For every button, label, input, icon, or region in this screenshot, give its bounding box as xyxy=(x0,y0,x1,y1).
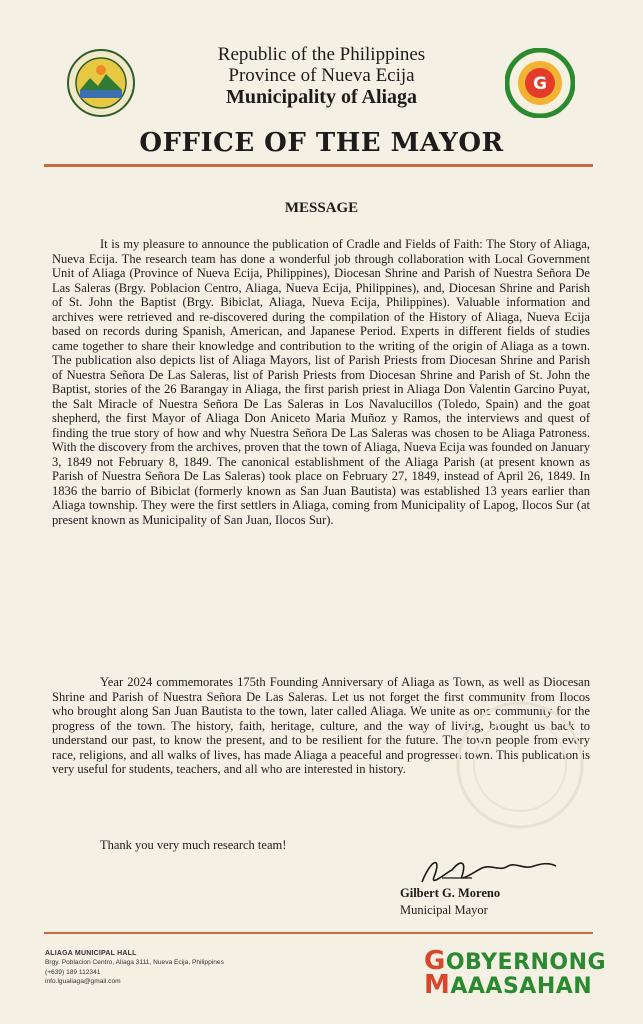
slogan-initial-m: M xyxy=(424,970,451,1000)
slogan-word-2: AAASAHAN xyxy=(450,974,593,999)
header-divider xyxy=(44,164,593,167)
message-paragraph-1: It is my pleasure to announce the publication of Cradle and Fields of Faith: The Story of Aliaga, Nueva Ecija. The research team has done a wonderful job through collaboration with Local Government Unit of Aliaga (Province of Nueva Ecija, Philippines), Diocesan Shrine and Parish of Nuestra Señora De Las Saleras (Brgy. Poblacion Centro, Aliaga, Nueva Ecija, Philippines), and, Diocesan Shrine and Parish of St. John the Baptist (Brgy. Bibiclat, Aliaga, Nueva Ecija, Philippines). Valuable information and archives were retrieved and re-discovered during the compilation of the History of Aliaga, Nueva Ecija based on records during Spanish, American, and Japanese Period. Experts in different fields of studies came together to share their knowledge and contribution to the writing of the origin of Aliaga as a town. The publication also depicts list of Aliaga Mayors, list of Parish Priests from Diocesan Shrine and Parish of Nuestra Señora De Las Saleras, list of Parish Priests from Diocesan Shrine and Parish of St. John the Baptist, stories of the 26 Barangay in Aliaga, the first parish priest in Aliaga Don Valentin Garcino Puyat, the Salt Miracle of Nuestra Señora De Las Saleras in Los Navalucillos (Toledo, Spain) and the goat shepherd, the first Mayor of Aliaga Don Aniceto Maria Muñoz y Ramos, the interviews and quest of finding the true story of how and why Nuestra Señora De Las Saleras was chosen to be Aliaga Patroness. With the discovery from the archives, proven that the town of Aliaga, Nueva Ecija was founded on January 3, 1849 not February 8, 1849. The canonical establishment of the Aliaga Parish (at present known as Parish of Nuestra Señora De Las Saleras) took place on February 27, 1849, instead of April 26, 1849. In 1836 the barrio of Bibiclat (formerly known as San Juan Bautista) was established 13 years earlier than Aliaga township. They were the first settlers in Aliaga, coming from Municipality of Lapog, Ilocos Sur (at present known as Municipality of San Juan, Ilocos Sur). xyxy=(52,237,590,527)
signatory xyxy=(400,886,500,918)
message-title: MESSAGE xyxy=(284,200,359,216)
slogan-logo xyxy=(424,946,607,1000)
header-province: Province of Nueva Ecija xyxy=(228,65,415,86)
maliwanag-aliaga-seal xyxy=(505,48,575,118)
footer-address: Brgy. Poblacion Centro, Aliaga 3111, Nueva Ecija, Philippines xyxy=(45,959,224,967)
closing-line: Thank you very much research team! xyxy=(100,838,287,852)
slogan-word-1: OBYERNONG xyxy=(445,950,607,975)
header-republic: Republic of the Philippines xyxy=(217,44,426,65)
office-title: OFFICE OF THE MAYOR xyxy=(139,128,504,158)
slogan-initial-g: G xyxy=(424,946,446,976)
signatory-name: Gilbert G. Moreno xyxy=(400,886,501,900)
message-paragraph-2: Year 2024 commemorates 175th Founding Anniversary of Aliaga as Town, as well as Diocesan Shrine and Parish of Nuestra Señora De Las Saleras. Let us not forget the first community from Ilocos who brought along San Juan Bautista to the town, later called Aliaga. We unite as one community for the progress of the town. The history, faith, heritage, culture, and the way of living, brought us back to understand our past, to know the present, and to be resilient for the future. The town people from every race, religions, and all walks of lives, has made Aliaga a peaceful and progressed town. This publication is very useful for students, teachers, and all who are interested in history. xyxy=(52,675,590,776)
signatory-title: Municipal Mayor xyxy=(400,903,488,917)
footer-divider xyxy=(44,932,593,934)
footer-contact xyxy=(45,949,224,987)
seal-letter: G xyxy=(533,74,547,94)
footer-hall: ALIAGA MUNICIPAL HALL xyxy=(45,950,137,957)
header-municipality: Municipality of Aliaga xyxy=(225,86,418,108)
footer-phone: (+639) 189 112341 xyxy=(45,968,101,976)
embossed-seal xyxy=(455,700,585,830)
footer-email: info.lgualiaga@gmail.com xyxy=(45,978,121,986)
aliaga-municipal-seal xyxy=(66,48,136,118)
